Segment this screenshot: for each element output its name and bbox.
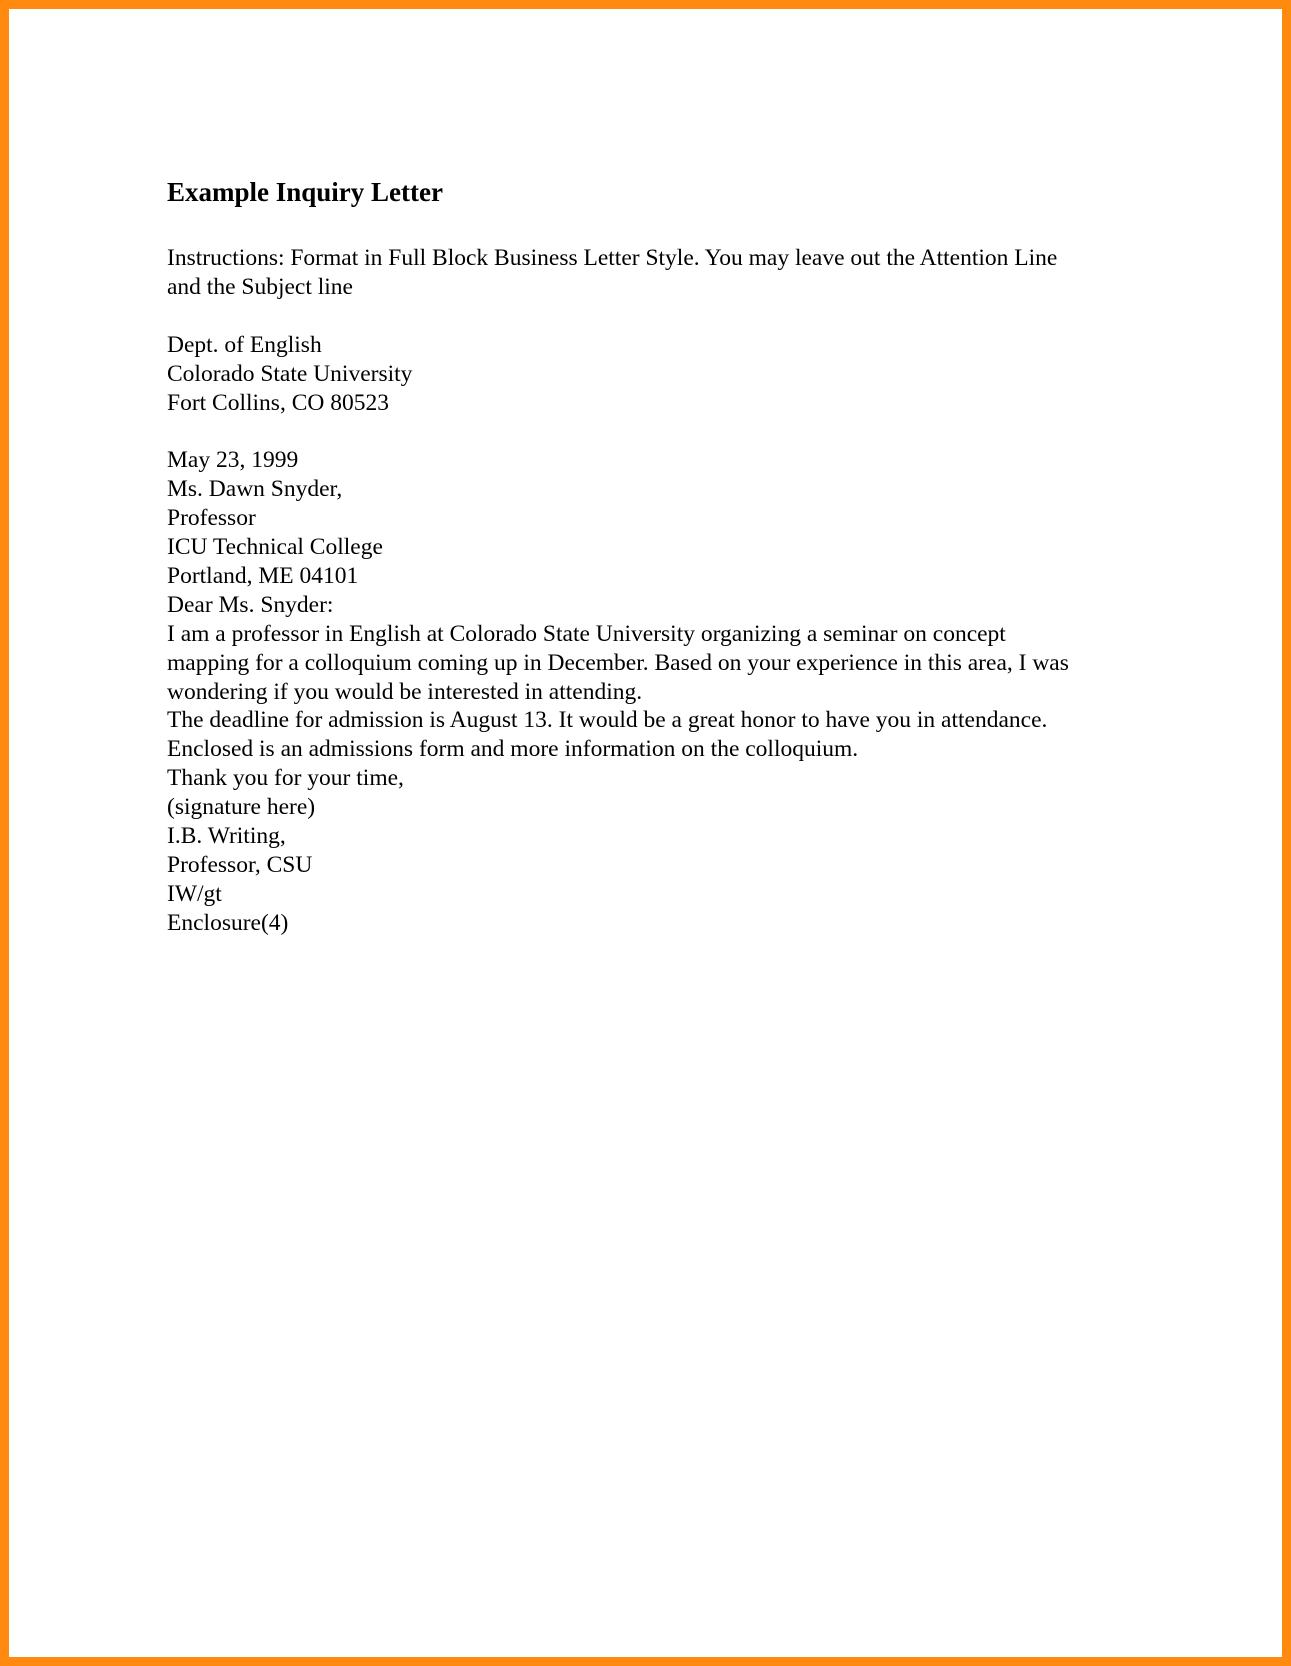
signature-placeholder: (signature here) (167, 794, 316, 821)
letter-content (167, 176, 1157, 938)
document-title: Example Inquiry Letter (167, 177, 443, 207)
instructions-line: and the Subject line (167, 273, 353, 300)
signer-name: I.B. Writing, (167, 823, 286, 850)
spacer (167, 417, 1157, 446)
recipient-title: Professor (167, 505, 256, 532)
recipient-city: Portland, ME 04101 (167, 562, 359, 589)
instructions-line: Instructions: Format in Full Block Business Letter Style. You may leave out the Attention Line (167, 245, 1058, 271)
signer-title: Professor, CSU (167, 852, 313, 878)
recipient-name: Ms. Dawn Snyder, (167, 476, 343, 503)
sender-address (167, 331, 1157, 418)
salutation: Dear Ms. Snyder: (167, 591, 334, 618)
recipient-organization: ICU Technical College (167, 534, 383, 561)
body-paragraph-1-line: mapping for a colloquium coming up in December. Based on your experience in this area, I was (167, 649, 1069, 676)
reference-initials: IW/gt (167, 880, 222, 907)
body-paragraph-1-line: wondering if you would be interested in attending. (167, 678, 643, 705)
sender-department: Dept. of English (167, 331, 322, 358)
closing: Thank you for your time, (167, 765, 404, 792)
spacer (167, 302, 1157, 331)
body-paragraph-2-line: Enclosed is an admissions form and more information on the colloquium. (167, 736, 859, 763)
body-paragraph-1-line: I am a professor in English at Colorado State University organizing a seminar on concept (167, 620, 1006, 647)
letter-main (167, 446, 1157, 937)
instructions (167, 244, 1157, 302)
sender-city: Fort Collins, CO 80523 (167, 389, 389, 416)
body-paragraph-2-line: The deadline for admission is August 13. It would be a great honor to have you in attendance. (167, 707, 1048, 734)
letter-date: May 23, 1999 (167, 447, 299, 474)
sender-university: Colorado State University (167, 360, 413, 387)
enclosure-notation: Enclosure(4) (167, 909, 289, 936)
